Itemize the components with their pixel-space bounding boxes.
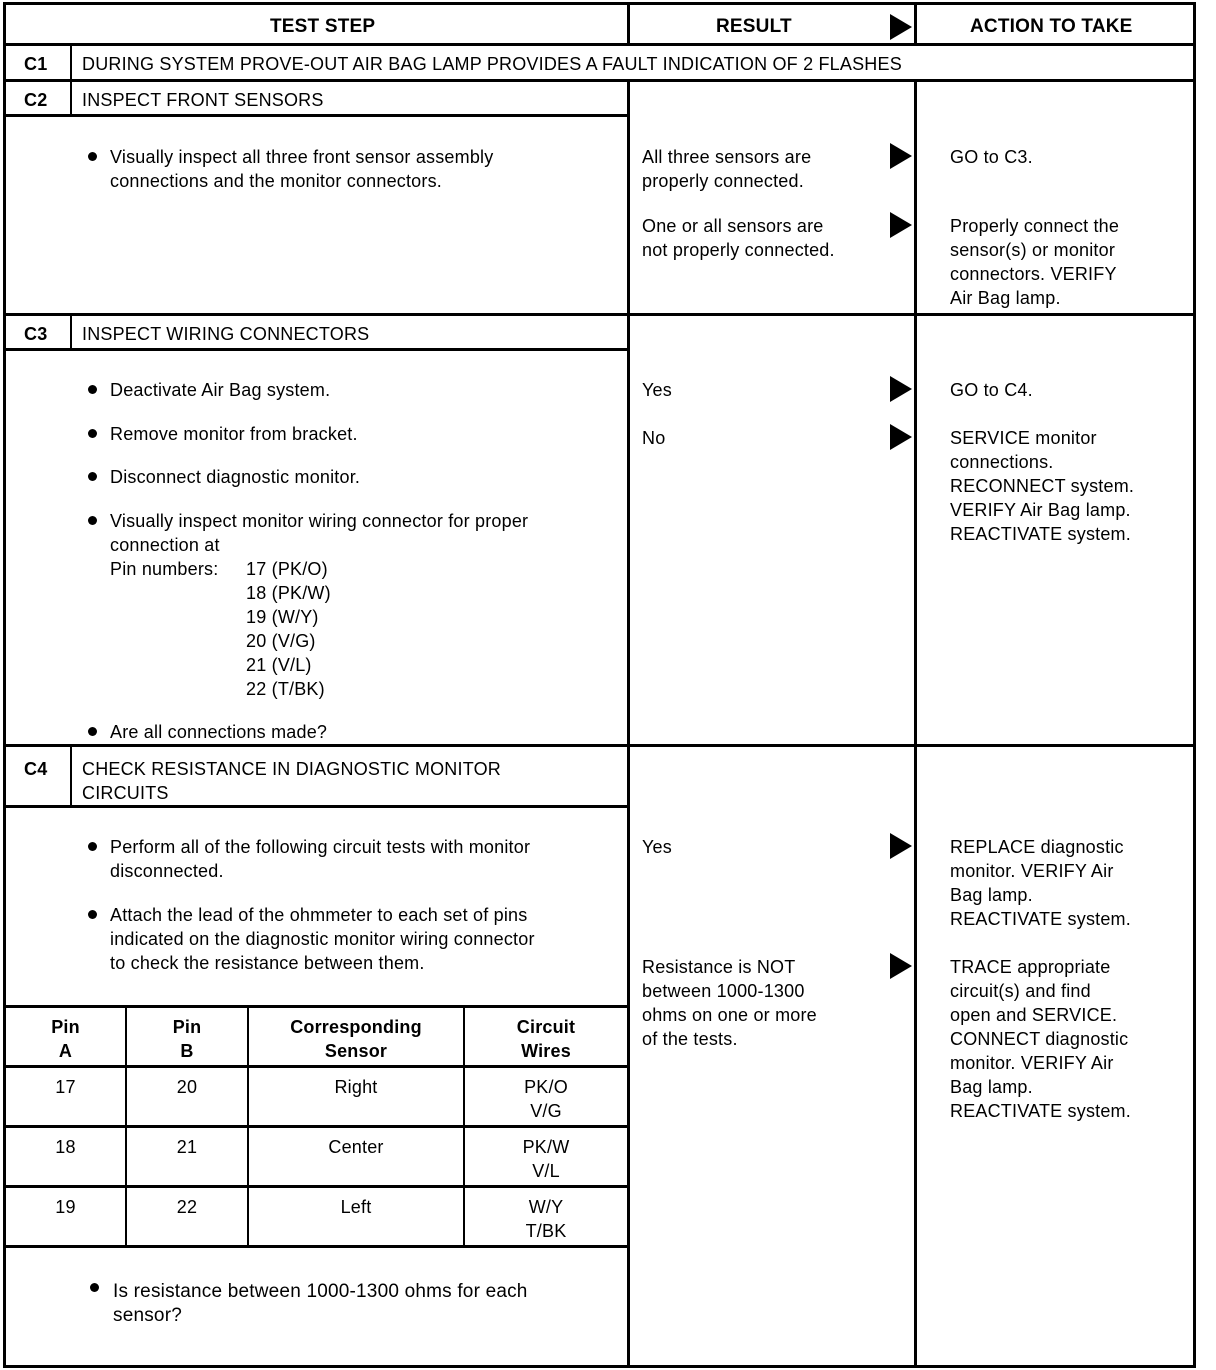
c1-bottom-line [3, 79, 1196, 82]
c3-step-id: C3 [24, 324, 48, 344]
c3-bullet-3-icon [88, 472, 97, 481]
table-top-line [3, 1005, 629, 1008]
border-right [1193, 2, 1196, 1368]
c2-result-2: One or all sensors are not properly connected. [642, 216, 835, 260]
header-divider-2 [914, 2, 917, 44]
c3-pin-6: 22 (T/BK) [246, 679, 325, 699]
header-result-arrow-icon [890, 14, 912, 40]
border-bottom [3, 1365, 1196, 1368]
c2-bottom-line [3, 313, 1196, 316]
table-row-1-line [3, 1125, 629, 1128]
c3-bullet-1: Deactivate Air Bag system. [110, 380, 331, 400]
c4-title-underline [3, 805, 629, 808]
c4-bullet-1: Perform all of the following circuit tests with monitor disconnected. [110, 837, 531, 881]
c3-action-1: GO to C4. [950, 380, 1033, 400]
c1-id-divider [70, 44, 72, 81]
c3-bullet-1-icon [88, 385, 97, 394]
column-divider-action [914, 80, 917, 1368]
c3-bottom-line [3, 744, 1196, 747]
header-result: RESULT [716, 16, 792, 37]
table-row-3-pin-b: 22 [176, 1197, 198, 1217]
table-row-2-pin-b: 21 [176, 1137, 198, 1157]
c2-id-divider [70, 80, 72, 116]
c3-result-1: Yes [642, 380, 672, 400]
c4-bullet-1-icon [88, 842, 97, 851]
c2-bullet-icon [88, 152, 97, 161]
c4-action-2: TRACE appropriate circuit(s) and find open and SERVICE. CONNECT diagnostic monitor. VERIFY Air Bag lamp. REACTIVATE system. [950, 957, 1131, 1121]
c2-result-2-arrow-icon [890, 212, 912, 238]
column-divider-result [627, 80, 630, 1368]
c4-bullet-2-icon [88, 910, 97, 919]
table-header-wires: Circuit Wires [516, 1017, 576, 1061]
c3-bullet-4-icon [88, 516, 97, 525]
c3-pin-5: 21 (V/L) [246, 655, 312, 675]
c3-result-2: No [642, 428, 666, 448]
c2-bullet-1: Visually inspect all three front sensor assembly connections and the monitor connectors. [110, 147, 494, 191]
c2-title: INSPECT FRONT SENSORS [82, 90, 324, 110]
c3-result-2-arrow-icon [890, 424, 912, 450]
c2-action-2: Properly connect the sensor(s) or monitor connectors. VERIFY Air Bag lamp. [950, 216, 1120, 308]
border-left [3, 2, 6, 1368]
header-test-step: TEST STEP [270, 16, 376, 37]
border-top [3, 2, 1196, 5]
c4-title: CHECK RESISTANCE IN DIAGNOSTIC MONITOR CIRCUITS [82, 759, 501, 803]
c2-title-underline [3, 114, 629, 117]
c3-pin-4: 20 (V/G) [246, 631, 316, 651]
table-header-pin-b: Pin B [172, 1017, 202, 1061]
c3-bullet-2-icon [88, 429, 97, 438]
c4-bullet-3: Is resistance between 1000-1300 ohms for each sensor? [113, 1281, 528, 1326]
c3-pin-1: 17 (PK/O) [246, 559, 328, 579]
c2-result-1: All three sensors are properly connected. [642, 147, 812, 191]
table-row-1-sensor: Right [334, 1077, 378, 1097]
table-row-1-pin-b: 20 [176, 1077, 198, 1097]
c4-result-2-arrow-icon [890, 953, 912, 979]
c3-bullet-2: Remove monitor from bracket. [110, 424, 358, 444]
header-divider-1 [627, 2, 630, 44]
c4-action-1: REPLACE diagnostic monitor. VERIFY Air Bag lamp. REACTIVATE system. [950, 837, 1131, 929]
c1-step-id: C1 [24, 54, 48, 74]
c4-result-2: Resistance is NOT between 1000-1300 ohms on one or more of the tests. [642, 957, 817, 1049]
c3-bullet-3: Disconnect diagnostic monitor. [110, 467, 361, 487]
c3-pin-label: Pin numbers: [110, 559, 219, 579]
c2-action-1: GO to C3. [950, 147, 1033, 167]
c3-pin-2: 18 (PK/W) [246, 583, 331, 603]
c3-result-1-arrow-icon [890, 376, 912, 402]
c3-bullet-4: Visually inspect monitor wiring connector for proper connection at [110, 511, 529, 555]
c3-title-underline [3, 348, 629, 351]
c3-bullet-5: Are all connections made? [110, 722, 328, 742]
table-row-3-pin-a: 19 [55, 1197, 76, 1217]
c4-result-1-arrow-icon [890, 833, 912, 859]
table-row-3-wires: W/Y T/BK [525, 1197, 567, 1241]
table-header-line [3, 1065, 629, 1068]
c4-id-divider [70, 746, 72, 807]
table-header-pin-a: Pin A [51, 1017, 80, 1061]
table-row-1-wires: PK/O V/G [524, 1077, 568, 1121]
c2-step-id: C2 [24, 90, 48, 110]
c3-pin-3: 19 (W/Y) [246, 607, 319, 627]
c3-id-divider [70, 315, 72, 351]
table-row-2-wires: PK/W V/L [522, 1137, 570, 1181]
table-row-3-sensor: Left [340, 1197, 372, 1217]
c4-bullet-2: Attach the lead of the ohmmeter to each set of pins indicated on the diagnostic monitor wiring connector to check the resistance between them. [110, 905, 535, 973]
table-bottom-line [3, 1245, 629, 1248]
c3-title: INSPECT WIRING CONNECTORS [82, 324, 370, 344]
c3-bullet-5-icon [88, 727, 97, 736]
c1-title: DURING SYSTEM PROVE-OUT AIR BAG LAMP PROVIDES A FAULT INDICATION OF 2 FLASHES [82, 54, 902, 74]
header-bottom-line [3, 43, 1196, 46]
c4-result-1: Yes [642, 837, 672, 857]
table-row-1-pin-a: 17 [55, 1077, 76, 1097]
header-action: ACTION TO TAKE [970, 16, 1133, 37]
c3-action-2: SERVICE monitor connections. RECONNECT system. VERIFY Air Bag lamp. REACTIVATE system. [950, 428, 1135, 544]
table-row-2-pin-a: 18 [55, 1137, 76, 1157]
table-row-2-sensor: Center [328, 1137, 384, 1157]
c2-result-1-arrow-icon [890, 143, 912, 169]
c4-step-id: C4 [24, 759, 48, 779]
table-row-2-line [3, 1185, 629, 1188]
c4-bullet-3-icon [90, 1283, 99, 1292]
table-header-sensor: Corresponding Sensor [290, 1017, 422, 1061]
